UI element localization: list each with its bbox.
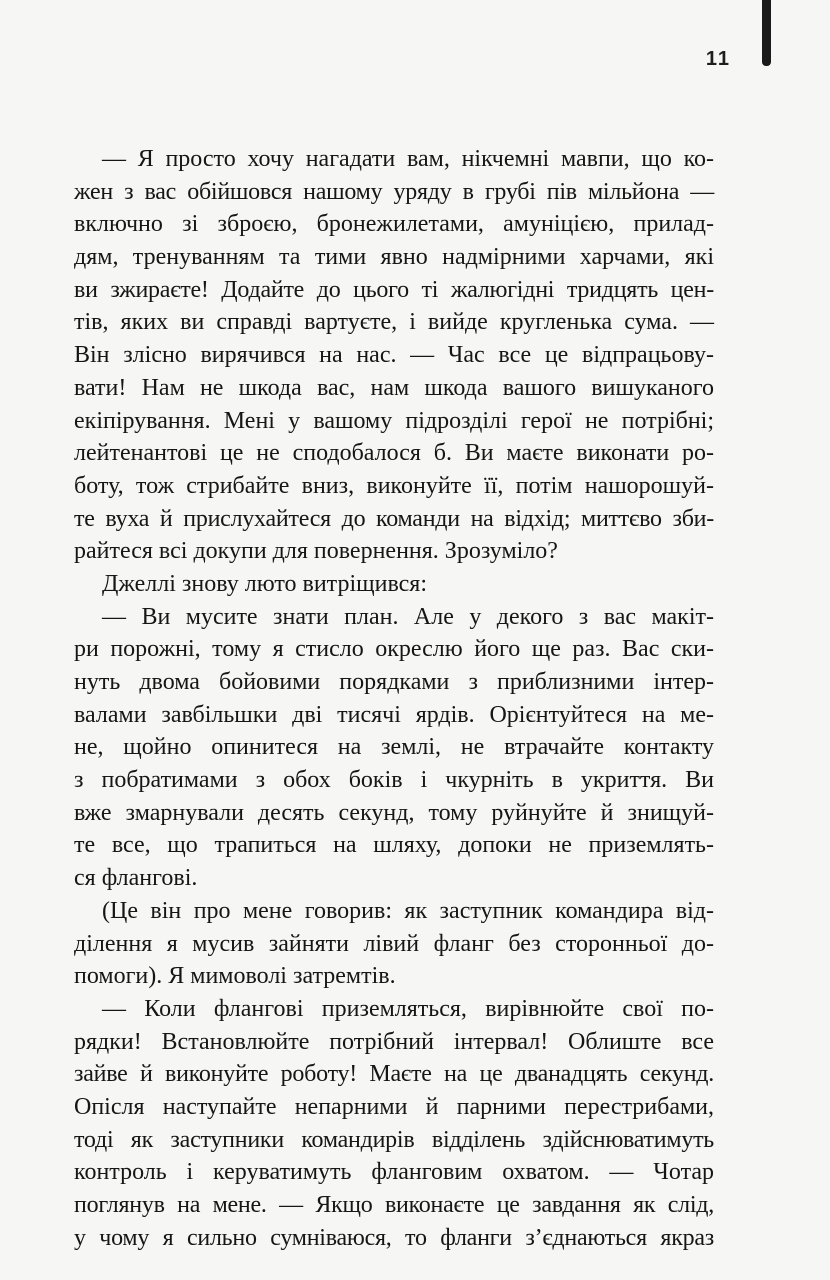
text-line: Джеллі знову люто витріщився: [102, 570, 428, 597]
text-line: з побратимами з обох боків і чкурніть в укриття. Ви [74, 767, 714, 794]
text-line: те все, що трапиться на шляху, допоки не приземлять- [74, 832, 714, 859]
text-line: боту, тож стрибайте вниз, виконуйте її, потім нашорошуй- [74, 472, 714, 499]
text-line: — Я просто хочу нагадати вам, нікчемні мавпи, що ко- [102, 146, 714, 172]
page-number: 11 [705, 48, 731, 70]
text-line: жен з вас обійшовся нашому уряду в грубі пів мільйона — [74, 178, 714, 205]
text-line: Опісля наступайте непарними й парними перестрибами, [74, 1093, 714, 1120]
text-line: тоді як заступники командирів відділень здійснюватимуть [74, 1126, 714, 1153]
body-text [74, 143, 714, 1254]
text-line: Він злісно вирячився на нас. — Час все це відпрацьову- [74, 342, 714, 369]
text-line: райтеся всі докупи для повернення. Зрозуміло? [74, 538, 558, 565]
text-line: екіпірування. Мені у вашому підрозділі герої не потрібні; [74, 407, 714, 434]
text-line: — Ви мусите знати план. Але у декого з вас макіт- [102, 603, 714, 630]
text-line: дям, тренуванням та тими явно надмірними харчами, які [74, 244, 714, 271]
text-line: не, щойно опинитеся на землі, не втрачайте контакту [74, 734, 714, 761]
text-line: те вуха й прислухайтеся до команди на відхід; миттєво зби- [74, 505, 714, 532]
text-line: контроль і керуватимуть фланговим охватом. — Чотар [74, 1159, 714, 1186]
text-line: зайве й виконуйте роботу! Маєте на це дванадцять секунд. [74, 1061, 714, 1088]
text-line: включно зі зброєю, бронежилетами, амуніцією, прилад- [74, 211, 714, 238]
text-line: ри порожні, тому я стисло окреслю його ще раз. Вас ски- [74, 636, 714, 663]
text-line: вати! Нам не шкода вас, нам шкода вашого вишуканого [74, 374, 714, 401]
text-line: рядки! Встановлюйте потрібний інтервал! Облиште все [74, 1028, 714, 1055]
text-line: вже змарнували десять секунд, тому руйнуйте й знищуй- [74, 799, 714, 826]
text-line: помоги). Я мимоволі затремтів. [74, 963, 396, 990]
text-line: лейтенантові це не сподобалося б. Ви маєте виконати ро- [74, 440, 714, 467]
text-line: ділення я мусив зайняти лівий фланг без сторонньої до- [74, 930, 714, 957]
text-line: нуть двома бойовими порядками з приблизними інтер- [74, 669, 714, 695]
text-line: у чому я сильно сумніваюся, то фланги з’єднаються якраз [74, 1224, 714, 1251]
text-line: тів, яких ви справді вартуєте, і вийде кругленька сума. — [74, 309, 714, 336]
text-line: — Коли флангові приземляться, вирівнюйте свої по- [102, 995, 714, 1022]
text-line: валами завбільшки дві тисячі ярдів. Орієнтуйтеся на ме- [74, 701, 714, 728]
text-line: (Це він про мене говорив: як заступник командира від- [102, 897, 714, 924]
text-line: ся флангові. [74, 865, 198, 892]
page-edge-mark [762, 0, 771, 66]
text-line: ви зжираєте! Додайте до цього ті жалюгідні тридцять цен- [74, 276, 714, 303]
text-line: поглянув на мене. — Якщо виконаєте це завдання як слід, [74, 1192, 714, 1218]
